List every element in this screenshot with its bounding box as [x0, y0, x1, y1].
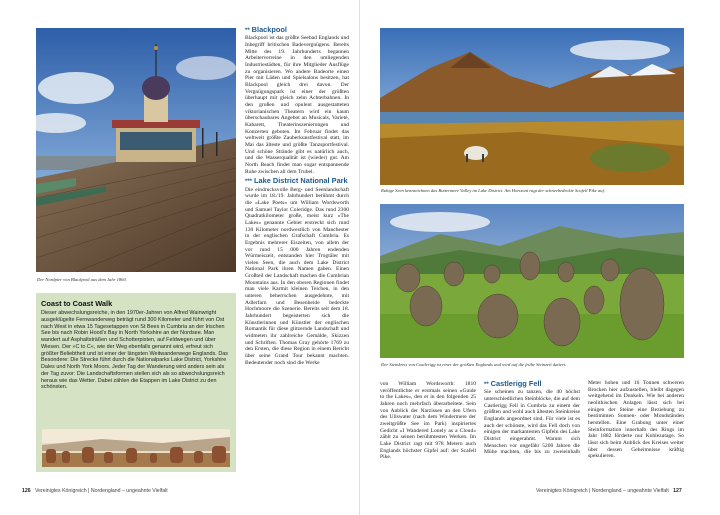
star-rating: *** [245, 179, 253, 186]
castlerigg-illustration [380, 204, 684, 358]
wordsworth-text: von William Wordsworth: 1810 veröffentlichte er erstmals seinen »Guide to the Lakes«, den er in den folgenden 25 Jahren noch mehrfach überarbeitete. Sein von Anblick der Narzissen an den Ufern des Ullswater (nach dem Windermere der zweitgrößte See im Park) inspiriertes Gedicht »I Wandered Lonely as a Cloud« zählt zu seinen berühmtesten Werken. Im Lake District ragt mit 978 Metern auch Englands höchster Gipfel auf: der Scafell Pike. [380, 381, 476, 461]
buttermere-caption: Ruhige Seen kennzeichnen das Buttermere Valley im Lake District. Am Horizont ragt der schneebedeckte Scafell Pike auf. [381, 188, 606, 193]
running-head-left: Vereinigtes Königreich | Nordengland – ungeahnte Vielfalt [34, 488, 168, 494]
castlerigg-title: Castlerigg Fell [490, 379, 542, 388]
pier-illustration [36, 28, 236, 272]
lake-district-title: Lake District National Park [254, 176, 348, 186]
left-folio [22, 488, 168, 494]
star-rating: ** [484, 382, 489, 388]
page-number-left: 126 [22, 488, 31, 494]
buttermere-photo [380, 28, 684, 185]
blackpool-title: Blackpool [251, 25, 287, 34]
castlerigg-small-photo [42, 429, 230, 467]
coast-to-coast-title: Coast to Coast Walk [41, 299, 113, 308]
castlerigg-heading [484, 380, 580, 389]
pier-caption: Der Nordpier von Blackpool aus dem Jahr 1860. [37, 277, 127, 282]
buttermere-illustration [380, 28, 684, 185]
page-number-right: 127 [673, 488, 682, 494]
lake-district-text: Die eindrucksvolle Berg- und Seenlandschaft wurde im 18./19. Jahrhundert berühmt durch die »Lake Poets« um William Wordsworth und Samuel Taylor Coleridge. Das rund 2300 Quadratkilometer große, meist kurz »The Lakes« genannte Gebiet erstreckt sich rund 130 Kilometer nordwestlich von Manchester in der englischen Grafschaft Cumbria. Es Ergebnis mehrerer Eiszeiten, von allem der vor rund 15 000 Jahren endenden Würmeiszeit, entstanden hier Trogtäler mit vielen Seen, die auch dem Lake District National Park ihren Namen gaben. Einen Großteil der Landschaft machen die Cumbrian Mountains aus. In den oberen Regionen findet man viele Karmit kleinen Teichen, in den unteren beherrschen ausgedehnte, mit Adlerfarn und Besenheide bedeckte Hochmoore die Szenerie. Bereits seit dem 18. Jahrhundert begeisterten sich die Künstlerinnen und Künstler der englischen Romantik für diese glitzernde Landschaft und widmeten ihr zahlreiche Gemälde, Skizzen und Schriften. Thomas Gray gehörte 1769 zu den Ersten, die diese Region in einem Bericht über seine Grand Tour bekannt machten. Bedeutender noch sind die Werke [245, 186, 349, 366]
castlerigg-photo [380, 204, 684, 358]
blackpool-pier-photo [36, 28, 236, 272]
lake-district-heading [245, 177, 349, 186]
running-head-right: Vereinigtes Königreich | Nordengland – ungeahnte Vielfalt [536, 488, 669, 494]
right-folio [536, 488, 682, 494]
stones-illustration [42, 429, 230, 467]
blackpool-text: Blackpool ist das größte Seebad Englands und Inbegriff britischen Badevergnügens. Bereits Mitte des 19. Jahrhunderts begannen Arbeiterverreine in den umliegenden Industriestädten, für ihre Mitglieder Ausflüge zu organisieren. Wo andere Badeorte einen Pier mit Läden und Spielsalons besitzen, hat Blackpool gleich drei davon. Der Vergnügungspark ist einer der größten überhaupt mit gleich zehn Achterbahnen. In den großen und opulent ausgestatteten viktorianischen Theatern wird ein kaum überschaubares Angebot an Musicals, Varieté, Kabarett, Theaterinszenierungen und Konzerten geboten. Im Februar findet das weltweit größte Zauberkunstfestival statt, im Mai das älteste und größte Tanzsportfestival. Und schöne Strände gibt es natürlich auch, und die Wasserqualität ist (wieder) gut. Am North Beach findet man sogar entspannende Ruhe zwischen all dem Trubel. [245, 35, 349, 175]
right-page [360, 0, 720, 515]
castlerigg-caption: Der Steinkreis von Castlerigg ist einer der größten Englands und wird auf die frühe Steinzeit datiert. [381, 362, 567, 367]
star-rating: ** [245, 28, 250, 34]
right-col-2 [484, 380, 684, 480]
right-col-1 [380, 381, 476, 463]
castlerigg-text: Sie scheinen zu tanzen, die 40 höchst unterschiedlichen Steinblöcke, die auf dem Castlerigg Fell in Cumbria zu einem der größten und wohl auch ältesten Steinkreise Englands angeordnet sind. Für viele ist es auch der schönste, wird das Fell doch von einigen der markantesten Gipfeln des Lake District eingerahmt. Warum sich Menschen vor ungefähr 5200 Jahren die Mühe machten, die bis zu zweieinhalb Meter hohen und 16 Tonnen schweren Brocken hier aufzustellen, bleibt dagegen weitgehend im Dunkeln. Wie bei anderen neolithischen Anlagen lässt sich bei einigen der Steine eine Beziehung zu bestimmten Sonnen- oder Mondständen herstellen. Eine Grabung unter einer Steinformation innerhalb des Rings im Jahr 1882 förderte nur Kohlezutage. So lässt sich beim Anblick des Kreises weiter über dessen Geheimnisse kräftig spekulieren. [484, 380, 684, 460]
coast-to-coast-box [36, 293, 236, 472]
left-text-column [245, 26, 349, 368]
blackpool-heading [245, 26, 349, 35]
coast-to-coast-text: Dieser abwechslungsreiche, in den 1970er-Jahren von Alfred Wainwright ausgeklügelte Fernwanderweg beträgt rund 300 Kilometer und führt von Ost nach West in etwa 15 Tagesetappen von St Bees in Cumbria an der Irischen See bis nach Robin Hood's Bay in North Yorkshire an der Nordsee. Man wandert auf Asphaltsträßen und Schotterpisten, auf Feldwegen und über Wiesen. Der »C to C«, wie der Weg ebenfalls genannt wird, erfreut sich größter Beliebtheit und ist einer der längsten Weitwanderwege Englands. Das Besondere: Die Strecke führt durch die Nationalparks Lake District, Yorkshire Dales und North York Moors. Jeder Tag der Wanderung wird anders sein als der Tag zuvor: Die Landschaftsformen stellen sich als so abwechslungsreich heraus wie das Wetter. Dabei zählen die Etappen im Lake District zu den schönsten. [41, 310, 228, 391]
